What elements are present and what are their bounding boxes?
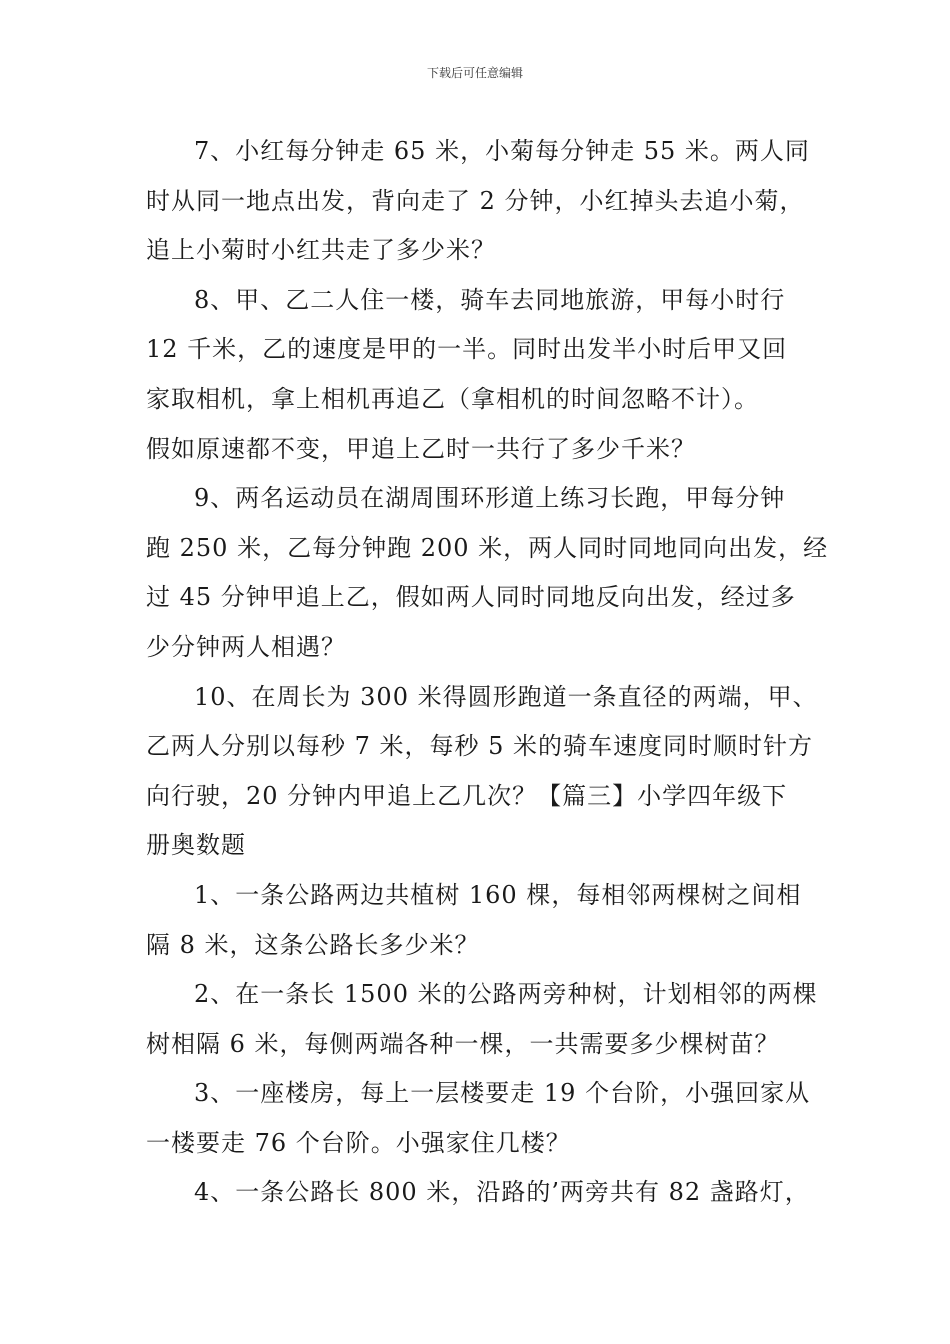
- paragraph-problem-9: [146, 474, 829, 672]
- text-line: 时从同一地点出发，背向走了 2 分钟，小红掉头去追小菊，: [146, 186, 805, 215]
- paragraph-part3-problem-1: [146, 871, 818, 970]
- paragraph-problem-10: [146, 673, 818, 871]
- text-line: 向行驶，20 分钟内甲追上乙几次？【篇三】小学四年级下: [146, 781, 788, 810]
- text-line: 9、两名运动员在湖周围环形道上练习长跑，甲每分钟: [194, 484, 786, 513]
- text-line: 8、甲、乙二人住一楼，骑车去同地旅游，甲每小时行: [194, 285, 786, 314]
- text-line: 跑 250 米，乙每分钟跑 200 米，两人同时同地同向出发，经: [146, 533, 829, 562]
- text-line: 册奥数题: [146, 831, 246, 860]
- text-line: 10、在周长为 300 米得圆形跑道一条直径的两端，甲、: [194, 682, 818, 711]
- text-line: 少分钟两人相遇？: [146, 632, 346, 661]
- text-line: 家取相机，拿上相机再追乙（拿相机的时间忽略不计）。: [146, 384, 759, 413]
- text-line: 1、一条公路两边共植树 160 棵，每相邻两棵树之间相: [194, 880, 802, 909]
- text-line: 4、一条公路长 800 米，沿路的’两旁共有 82 盏路灯，: [194, 1178, 810, 1207]
- document-body: [146, 127, 829, 1218]
- paragraph-part3-problem-3: [146, 1069, 818, 1168]
- text-line: 3、一座楼房，每上一层楼要走 19 个台阶，小强回家从: [194, 1079, 811, 1108]
- text-line: 树相隔 6 米，每侧两端各种一棵，一共需要多少棵树苗？: [146, 1029, 780, 1058]
- paragraph-part3-problem-4: [146, 1168, 818, 1218]
- paragraph-problem-8: [146, 276, 818, 474]
- text-line: 2、在一条长 1500 米的公路两旁种树，计划相邻的两棵: [194, 980, 818, 1009]
- paragraph-part3-problem-2: [146, 970, 818, 1069]
- text-line: 7、小红每分钟走 65 米，小菊每分钟走 55 米。两人同: [194, 137, 810, 165]
- text-line: 乙两人分别以每秒 7 米，每秒 5 米的骑车速度同时顺时针方: [146, 732, 814, 761]
- paragraph-problem-7: [146, 127, 818, 276]
- text-line: 12 千米，乙的速度是甲的一半。同时出发半小时后甲又回: [146, 335, 788, 364]
- text-line: 一楼要走 76 个台阶。小强家住几楼？: [146, 1128, 571, 1157]
- page-header: 下载后可任意编辑: [426, 66, 523, 80]
- text-line: 过 45 分钟甲追上乙，假如两人同时同地反向出发，经过多: [146, 583, 796, 612]
- text-line: 追上小菊时小红共走了多少米？: [146, 236, 496, 265]
- text-line: 假如原速都不变，甲追上乙时一共行了多少千米？: [146, 434, 696, 463]
- text-line: 隔 8 米，这条公路长多少米？: [146, 930, 480, 959]
